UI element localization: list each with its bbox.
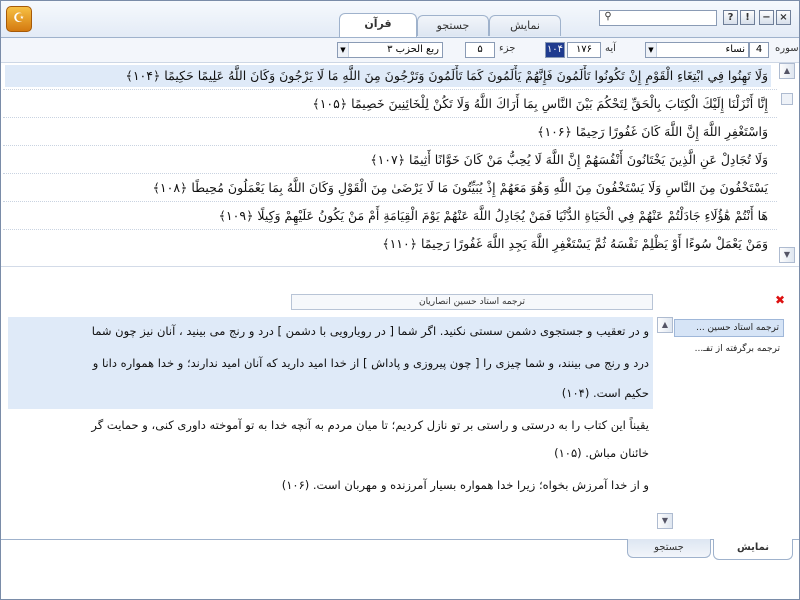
aya-total-field <box>567 42 601 58</box>
bottom-tab-bar <box>1 539 799 562</box>
translation-scrollbar[interactable] <box>657 317 673 527</box>
translation-line: و در تعقیب و جستجوی دشمن سستی نکنید. اگر شما [ در رویارویی با دشمن ] درد و رنج می بینید ، آنان نیز چون شما <box>91 324 649 338</box>
verse-divider <box>3 89 777 90</box>
juz-number: ۵ <box>477 44 483 55</box>
translation-line: و از خدا آمرزش بخواه؛ زیرا خدا همواره بسیار آمرزنده و مهربان است. (۱۰۶) <box>281 478 649 492</box>
sura-name: نساء <box>725 44 745 55</box>
hizb-value: ربع الحزب ۳ <box>387 44 439 55</box>
translation-item[interactable]: ترجمه برگرفته از تفـ... <box>694 344 780 354</box>
hizb-select[interactable] <box>337 42 443 58</box>
juz-label: جزء <box>499 43 516 54</box>
aya-total: ۱۷۶ <box>575 44 593 55</box>
translation-item[interactable]: ترجمه استاد حسین ... <box>674 319 784 337</box>
panel-splitter[interactable] <box>1 266 799 287</box>
info-button[interactable]: ! <box>740 10 755 25</box>
tab-quran[interactable]: قرآن <box>339 13 417 37</box>
search-input[interactable] <box>599 10 717 26</box>
aya-label: آیه <box>605 43 616 54</box>
verse-divider <box>3 117 777 118</box>
app-logo-icon[interactable]: ☪ <box>6 6 32 32</box>
verse-list <box>3 63 777 259</box>
title-bar <box>1 1 799 38</box>
verse-row[interactable]: إِنَّا أَنْزَلْنَا إِلَيْكَ الْكِتَابَ بِالْحَقِّ لِتَحْكُمَ بَيْنَ النَّاسِ بِمَا أَرَاكَ اللَّهُ وَلَا تَكُنْ لِلْخَائِنِينَ خَصِيمًا ﴿۱۰۵﴾ <box>312 96 768 111</box>
aya-number: ۱۰۴ <box>546 44 564 55</box>
tab-display-bottom[interactable]: نمایش <box>713 539 793 560</box>
close-button[interactable]: × <box>776 10 791 25</box>
tab-display[interactable]: نمایش <box>489 15 561 36</box>
help-button[interactable]: ? <box>723 10 738 25</box>
aya-number-field[interactable] <box>545 42 565 58</box>
scroll-up-icon[interactable]: ▲ <box>779 63 795 79</box>
sura-number-field[interactable] <box>749 42 769 58</box>
verse-selector-row <box>1 38 799 63</box>
verse-row[interactable]: هَا أَنْتُمْ هَٰؤُلَاءِ جَادَلْتُمْ عَنْهُمْ فِي الْحَيَاةِ الدُّنْيَا فَمَنْ يُجَادِلُ اللَّهَ عَنْهُمْ يَوْمَ الْقِيَامَةِ أَمْ مَنْ يَكُونُ عَلَيْهِمْ وَكِيلًا ﴿۱۰۹﴾ <box>218 208 768 223</box>
sura-label: سوره <box>775 43 799 54</box>
minimize-button[interactable]: − <box>759 10 774 25</box>
verse-divider <box>3 173 777 174</box>
status-area <box>1 561 799 599</box>
translation-line: یقیناً این کتاب را به درستی و راستی بر تو نازل کردیم؛ تا میان مردم به آنچه خدا به تو آموخته داوری کنی، و حمایت گر <box>91 418 649 432</box>
verse-divider <box>3 201 777 202</box>
scroll-down-icon[interactable]: ▼ <box>779 247 795 263</box>
scroll-thumb[interactable] <box>781 93 793 105</box>
tab-search[interactable]: جستجو <box>417 15 489 36</box>
verse-row[interactable]: وَلَا تُجَادِلْ عَنِ الَّذِينَ يَخْتَانُونَ أَنْفُسَهُمْ إِنَّ اللَّهَ لَا يُحِبُّ مَنْ كَانَ خَوَّانًا أَثِيمًا ﴿۱۰۷﴾ <box>370 152 768 167</box>
juz-field[interactable] <box>465 42 495 58</box>
verse-row[interactable]: وَمَنْ يَعْمَلْ سُوءًا أَوْ يَظْلِمْ نَفْسَهُ ثُمَّ يَسْتَغْفِرِ اللَّهَ يَجِدِ اللَّهَ غَفُورًا رَحِيمًا ﴿۱۱۰﴾ <box>382 236 768 251</box>
verse-row[interactable]: يَسْتَخْفُونَ مِنَ النَّاسِ وَلَا يَسْتَخْفُونَ مِنَ اللَّهِ وَهُوَ مَعَهُمْ إِذْ يُبَيِّتُونَ مَا لَا يَرْضَىٰ مِنَ الْقَوْلِ وَكَانَ اللَّهُ بِمَا يَعْمَلُونَ مُحِيطًا ﴿۱۰۸﴾ <box>152 180 768 195</box>
search-icon[interactable]: ⚲ <box>604 11 612 22</box>
verse-divider <box>3 229 777 230</box>
scroll-up-icon[interactable]: ▲ <box>657 317 673 333</box>
chevron-down-icon[interactable]: ▼ <box>338 43 349 57</box>
translation-list <box>674 319 784 361</box>
close-icon[interactable]: ✖ <box>774 293 786 307</box>
verse-row[interactable]: وَاسْتَغْفِرِ اللَّهَ إِنَّ اللَّهَ كَانَ غَفُورًا رَحِيمًا ﴿۱۰۶﴾ <box>537 124 768 139</box>
tab-search-bottom[interactable]: جستجو <box>627 539 711 558</box>
sura-number: 4 <box>755 44 763 55</box>
verse-scrollbar[interactable] <box>779 63 795 263</box>
chevron-down-icon[interactable]: ▼ <box>646 43 657 57</box>
translation-header: ترجمه استاد حسین انصاریان <box>291 294 653 310</box>
translation-line: خائنان مباش. (۱۰۵) <box>554 446 649 460</box>
translation-text <box>5 317 655 517</box>
scroll-down-icon[interactable]: ▼ <box>657 513 673 529</box>
verse-row[interactable]: وَلَا تَهِنُوا فِي ابْتِغَاءِ الْقَوْمِ إِنْ تَكُونُوا تَأْلَمُونَ فَإِنَّهُمْ يَأْلَمُونَ كَمَا تَأْلَمُونَ وَتَرْجُونَ مِنَ اللَّهِ مَا لَا يَرْجُونَ وَكَانَ اللَّهُ عَلِيمًا حَكِيمًا ﴿۱۰۴﴾ <box>5 65 771 87</box>
translation-line: درد و رنج می بینند، و شما چیزی را [ چون پیروزی و پاداش ] از خدا امید دارید که آنان امید ندارند؛ و خدا همواره دانا و <box>92 356 649 370</box>
sura-select[interactable] <box>645 42 749 58</box>
verse-divider <box>3 145 777 146</box>
translation-line: حکیم است. (۱۰۴) <box>561 386 649 400</box>
